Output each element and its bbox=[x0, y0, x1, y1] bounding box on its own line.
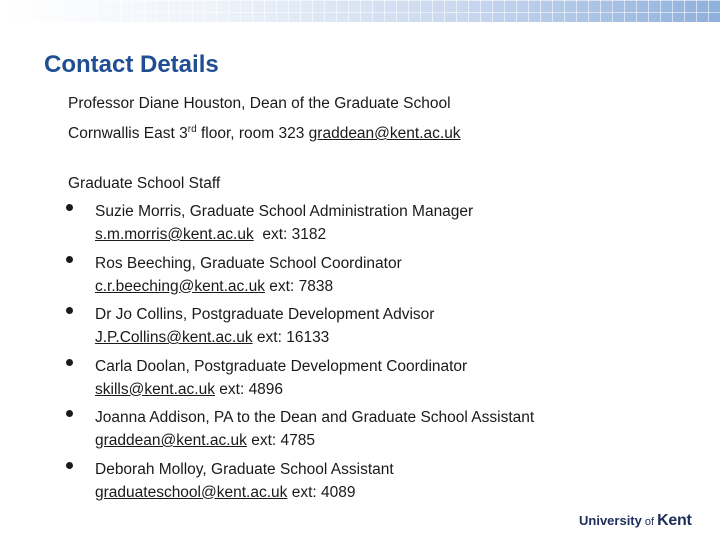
staff-contact bbox=[95, 329, 329, 347]
header-decorative-band bbox=[0, 0, 720, 22]
staff-extension: ext: 3182 bbox=[253, 226, 327, 243]
staff-extension: ext: 4896 bbox=[214, 380, 284, 398]
staff-email-link[interactable]: s.m.morris@kent.ac.uk bbox=[95, 226, 254, 243]
staff-contact bbox=[95, 432, 315, 450]
staff-heading: Graduate School Staff bbox=[68, 175, 221, 192]
staff-name: Carla Doolan, Postgraduate Development Coordinator bbox=[95, 357, 468, 375]
logo-university-text: University bbox=[579, 513, 642, 528]
staff-contact bbox=[95, 484, 355, 502]
staff-extension: ext: 4785 bbox=[246, 432, 315, 449]
staff-bullet bbox=[66, 410, 73, 417]
dean-address-line bbox=[68, 125, 461, 143]
staff-bullet bbox=[66, 307, 73, 314]
staff-bullet bbox=[66, 462, 73, 469]
dean-line: Professor Diane Houston, Dean of the Graduate School bbox=[68, 95, 451, 112]
dean-address-superscript: rd bbox=[187, 124, 197, 135]
staff-extension: ext: 7838 bbox=[264, 277, 334, 295]
dean-address-suffix: floor, room 323 bbox=[196, 125, 309, 142]
staff-email-link[interactable]: skills@kent.ac.uk bbox=[95, 380, 215, 398]
header-grid-pattern bbox=[0, 0, 720, 22]
dean-email-link[interactable]: graddean@kent.ac.uk bbox=[308, 125, 461, 142]
logo-kent-text: Kent bbox=[657, 512, 692, 529]
staff-contact bbox=[95, 381, 283, 399]
university-of-kent-logo bbox=[579, 512, 692, 530]
staff-name: Deborah Molloy, Graduate School Assistant bbox=[95, 460, 394, 478]
staff-contact bbox=[95, 278, 333, 296]
staff-name: Suzie Morris, Graduate School Administration Manager bbox=[95, 203, 474, 220]
logo-of-text: of bbox=[641, 516, 658, 528]
staff-name: Joanna Addison, PA to the Dean and Graduate School Assistant bbox=[95, 409, 535, 426]
staff-email-link[interactable]: c.r.beeching@kent.ac.uk bbox=[95, 277, 265, 295]
staff-contact bbox=[95, 226, 326, 244]
slide-title: Contact Details bbox=[44, 51, 219, 78]
dean-address-prefix: Cornwallis East 3 bbox=[68, 125, 188, 142]
staff-bullet bbox=[66, 256, 73, 263]
staff-email-link[interactable]: graddean@kent.ac.uk bbox=[95, 432, 247, 449]
staff-email-link[interactable]: graduateschool@kent.ac.uk bbox=[95, 483, 288, 501]
staff-extension: ext: 4089 bbox=[287, 483, 356, 501]
staff-bullet bbox=[66, 359, 73, 366]
staff-name: Ros Beeching, Graduate School Coordinator bbox=[95, 254, 402, 272]
staff-name: Dr Jo Collins, Postgraduate Development Advisor bbox=[95, 306, 435, 323]
staff-email-link[interactable]: J.P.Collins@kent.ac.uk bbox=[95, 329, 253, 346]
staff-extension: ext: 16133 bbox=[252, 329, 330, 346]
staff-bullet bbox=[66, 204, 73, 211]
